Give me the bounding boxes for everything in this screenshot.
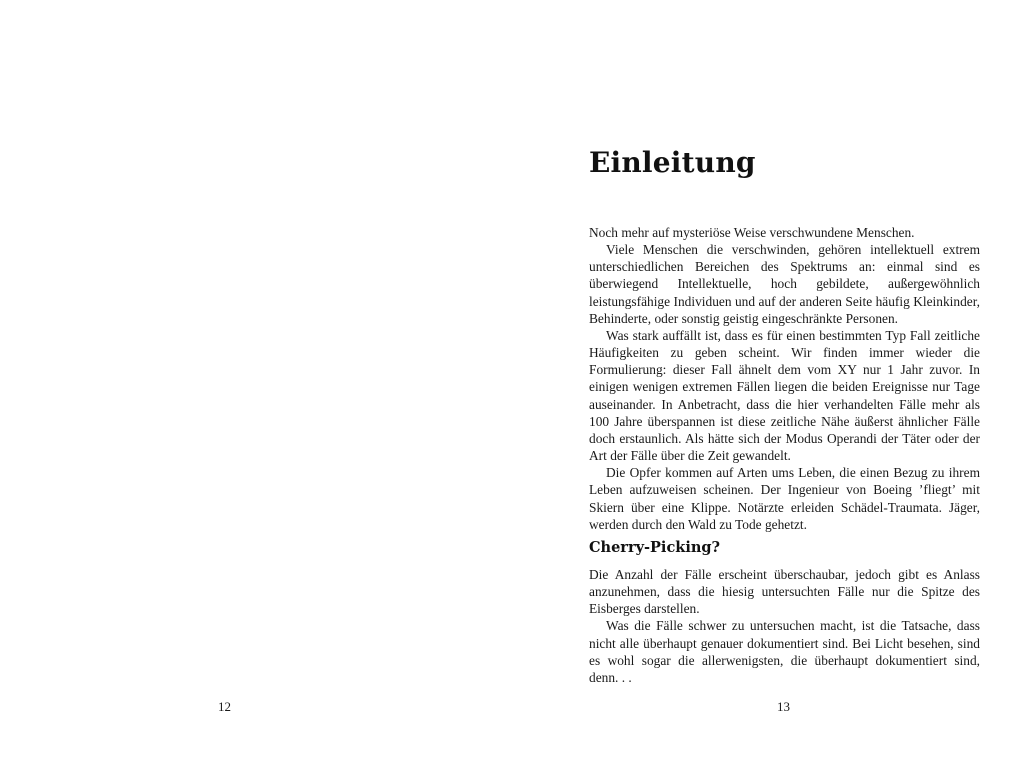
section-text <box>589 566 980 686</box>
right-page <box>512 0 1024 768</box>
chapter-title: Einleitung <box>589 146 756 179</box>
paragraph: Viele Menschen die verschwinden, gehören intellektuell extrem unterschiedlichen Bereichen des Spektrums an: einmal sind es überwiegend Intellektuelle, hoch gebildete, außergewöhnlich leistungsfähige Individuen und auf der anderen Seite häufig Kleinkinder, Behinderte, oder sonstig geistig eingeschränkte Personen. <box>589 242 980 326</box>
paragraph: Was die Fälle schwer zu untersuchen macht, ist die Tatsache, dass nicht alle überhaupt genauer dokumentiert sind. Bei Licht besehen, sind es wohl sogar die allerwenigsten, die überhaupt dokumentiert sind, denn. . . <box>589 618 980 685</box>
paragraph: Noch mehr auf mysteriöse Weise verschwundene Menschen. <box>589 225 915 240</box>
section-title: Cherry-Picking? <box>589 539 721 556</box>
paragraph: Die Anzahl der Fälle erscheint überschaubar, jedoch gibt es Anlass anzunehmen, dass die hiesig untersuchten Fälle nur die Spitze des Eisberges darstellen. <box>589 567 980 617</box>
page-number-right: 13 <box>777 699 790 714</box>
paragraph: Was stark auffällt ist, dass es für einen bestimmten Typ Fall zeitliche Häufigkeiten zu geben scheint. Wir finden immer wieder die Formulierung: dieser Fall ähnelt dem vom XY nur 1 Jahr zuvor. In einigen wenigen extremen Fällen liegen die beiden Ereignisse nur Tage auseinander. In Anbetracht, dass die hier verhandelten Fälle mehr als 100 Jahre überspannen ist diese zeitliche Nähe äußerst ähnlicher Fälle doch erstaunlich. Als hätte sich der Modus Operandi der Täter oder der Art der Fälle über die Zeit gewandelt. <box>589 327 980 464</box>
paragraph: Die Opfer kommen auf Arten ums Leben, die einen Bezug zu ihrem Leben aufzuweisen scheinen. Der Ingenieur von Boeing ’fliegt’ mit Skiern über eine Klippe. Notärzte erleiden Schädel-Traumata. Jäger, werden durch den Wald zu Tode gehetzt. <box>589 465 980 532</box>
intro-text <box>589 224 980 533</box>
page-number-left: 12 <box>218 699 231 714</box>
